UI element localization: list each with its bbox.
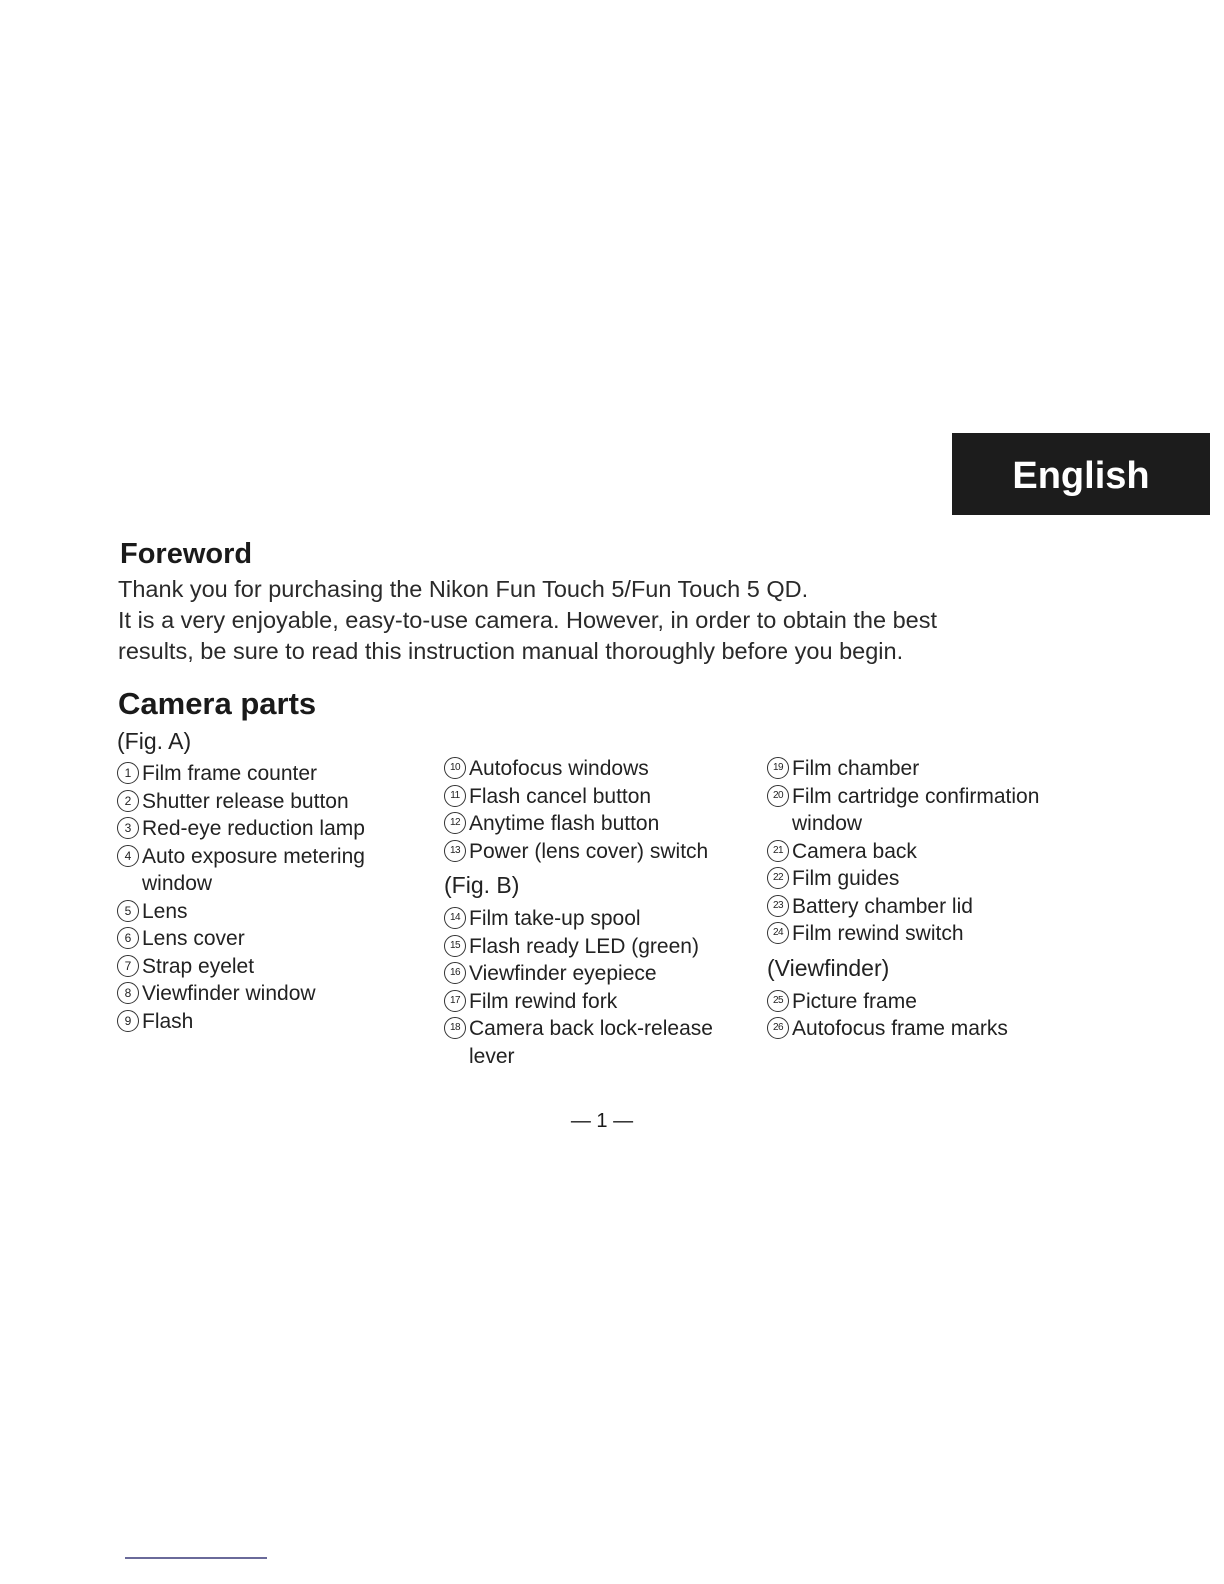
- part-number-badge: 1: [117, 762, 139, 784]
- part-label: Flash: [142, 1009, 194, 1033]
- camera-parts-heading: Camera parts: [118, 686, 317, 721]
- page-number: — 1 —: [570, 1110, 634, 1132]
- language-tab: English: [952, 433, 1210, 515]
- part-label: Camera back lock-release lever: [469, 1017, 713, 1068]
- foreword-heading: Foreword: [120, 538, 253, 570]
- foreword-line: It is a very enjoyable, easy-to-use camera. However, in order to obtain the best: [118, 607, 938, 633]
- foreword-line: results, be sure to read this instruction manual thoroughly before you begin.: [118, 638, 904, 664]
- part-item: [444, 755, 754, 783]
- foreword-line: Thank you for purchasing the Nikon Fun Touch 5/Fun Touch 5 QD.: [118, 576, 809, 602]
- part-item: [117, 788, 417, 816]
- part-number-badge: 22: [767, 867, 789, 889]
- part-label: Viewfinder eyepiece: [469, 962, 657, 985]
- part-label: Picture frame: [792, 989, 917, 1013]
- part-label: Film rewind switch: [792, 922, 964, 945]
- part-item: [767, 838, 1057, 866]
- part-label: Battery chamber lid: [792, 894, 973, 918]
- part-item: [767, 893, 1057, 921]
- part-label: Lens: [142, 899, 188, 923]
- part-number-badge: 24: [767, 922, 789, 944]
- part-number-badge: 11: [444, 785, 466, 807]
- part-number-badge: 6: [117, 927, 139, 949]
- part-item: [117, 843, 417, 898]
- part-number-badge: 17: [444, 990, 466, 1012]
- parts-list-fig-b: [444, 905, 754, 1070]
- part-number-badge: 9: [117, 1010, 139, 1032]
- part-item: [117, 925, 417, 953]
- parts-column-1: [117, 724, 417, 1035]
- part-number-badge: 8: [117, 982, 139, 1004]
- part-label: Red-eye reduction lamp: [142, 817, 365, 840]
- parts-list-fig-a: [117, 760, 417, 1035]
- parts-column-3: [767, 755, 1057, 1043]
- part-label: Camera back: [792, 839, 917, 863]
- part-label: Flash cancel button: [469, 784, 652, 808]
- part-number-badge: 26: [767, 1017, 789, 1039]
- part-number-badge: 2: [117, 790, 139, 812]
- part-number-badge: 13: [444, 840, 466, 862]
- part-label: Film guides: [792, 867, 900, 890]
- part-number-badge: 16: [444, 962, 466, 984]
- part-label: Autofocus windows: [469, 757, 649, 780]
- part-item: [117, 1008, 417, 1036]
- part-label: Shutter release button: [142, 789, 349, 813]
- part-item: [444, 960, 754, 988]
- part-number-badge: 18: [444, 1017, 466, 1039]
- part-item: [444, 933, 754, 961]
- part-label: Autofocus frame marks: [792, 1017, 1008, 1040]
- part-number-badge: 15: [444, 935, 466, 957]
- part-item: [117, 815, 417, 843]
- part-item: [767, 1015, 1057, 1043]
- part-number-badge: 7: [117, 955, 139, 977]
- part-number-badge: 21: [767, 840, 789, 862]
- part-label: Film frame counter: [142, 762, 318, 785]
- part-label: Film chamber: [792, 757, 920, 780]
- part-number-badge: 20: [767, 785, 789, 807]
- part-item: [767, 755, 1057, 783]
- part-number-badge: 23: [767, 895, 789, 917]
- part-item: [117, 898, 417, 926]
- part-item: [444, 810, 754, 838]
- part-number-badge: 3: [117, 817, 139, 839]
- parts-list-fig-a-cont: [444, 755, 754, 865]
- part-label: Viewfinder window: [142, 982, 316, 1005]
- foreword-text: [118, 574, 1078, 667]
- part-label: Film rewind fork: [469, 989, 618, 1013]
- part-item: [444, 838, 754, 866]
- part-item: [444, 783, 754, 811]
- part-number-badge: 25: [767, 990, 789, 1012]
- part-number-badge: 12: [444, 812, 466, 834]
- part-label: Flash ready LED (green): [469, 934, 699, 958]
- part-label: Film cartridge confirmation window: [792, 784, 1040, 835]
- part-item: [767, 865, 1057, 893]
- part-number-badge: 10: [444, 757, 466, 779]
- part-label: Film take-up spool: [469, 907, 641, 930]
- part-item: [444, 905, 754, 933]
- part-label: Power (lens cover) switch: [469, 839, 709, 863]
- part-label: Strap eyelet: [142, 954, 255, 978]
- part-number-badge: 4: [117, 845, 139, 867]
- part-item: [117, 980, 417, 1008]
- part-item: [444, 1015, 754, 1070]
- part-item: [117, 760, 417, 788]
- part-item: [767, 783, 1057, 838]
- part-number-badge: 14: [444, 907, 466, 929]
- parts-column-2: [444, 755, 754, 1070]
- fig-b-label: (Fig. B): [444, 872, 520, 898]
- part-label: Auto exposure metering window: [142, 844, 365, 895]
- parts-list-viewfinder: [767, 988, 1057, 1043]
- fig-a-label: (Fig. A): [117, 728, 192, 754]
- part-number-badge: 19: [767, 757, 789, 779]
- part-item: [767, 920, 1057, 948]
- parts-list-fig-b-cont: [767, 755, 1057, 948]
- part-item: [444, 988, 754, 1016]
- part-label: Anytime flash button: [469, 812, 660, 835]
- viewfinder-label: (Viewfinder): [767, 954, 890, 981]
- part-number-badge: 5: [117, 900, 139, 922]
- part-item: [117, 953, 417, 981]
- part-item: [767, 988, 1057, 1016]
- part-label: Lens cover: [142, 927, 245, 950]
- footnote-rule: [125, 1557, 267, 1559]
